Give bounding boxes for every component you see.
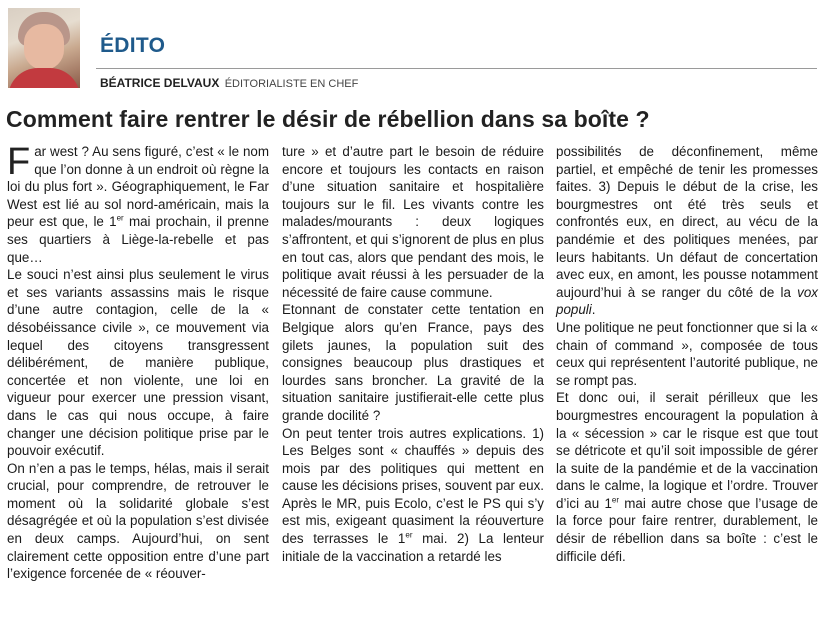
paragraph-text: mai autre chose que l’usage de la force pour faire rentrer, durablement, le désir de rébellion dans sa boîte : c’est le difficile défi. [556,495,818,564]
superscript: er [405,530,413,540]
paragraph-text: possibilités de déconfinement, même partiel, et empêché de tenir les promesses faites. 3) Depuis le début de la crise, les bourgmestres ont été très seuls et confrontés eux, en direct, au vécu de la pandémie et des politiques menées, par leurs habitants. Un défaut de concertation avec eux, en amont, les pousse notamment aujourd’hui à se ranger du côté de la [556,144,818,300]
paragraph-text: . [591,302,596,318]
paragraph-text: ar west ? Au sens figuré, c’est « le nom que l’on donne à un endroit où règne la loi du plus fort ». Géographiquement, le Far West est lié au sol nord-américain, mais la peur est que, le 1 [7,144,269,230]
paragraph-text: Et donc oui, il serait périlleux que les bourgmestres encouragent la population à la « sécession » car le risque est que tout se détricote et qu’il soit impossible de gérer la suite de la pandémie et de la vaccination dans le calme, la logique et l’ordre. Trouver d’ici au 1 [556,390,818,511]
paragraph-text: mai. 2) La lenteur initiale de la vaccination a retardé les [282,531,544,564]
paragraph: Etonnant de constater cette tentation en Belgique alors qu’en France, pays des gilets jaunes, la population suit des consignes beaucoup plus drastiques et lourdes sans broncher. La gravité de la situation sanitaire justifierait-elle cette plus grande docilité ? [282,302,544,423]
section-label: ÉDITO [100,34,166,57]
photo-face [24,24,64,70]
superscript: er [611,495,620,505]
paragraph [7,143,269,266]
superscript: er [116,213,124,223]
paragraph: ture » et d’autre part le besoin de réduire encore et toujours les contacts en raison d’une situation sanitaire et hospitalière toujours sur le fil. Les vivants contre les malades/mourants : deux logiques s’affrontent, et qui s’ignorent de plus en plus en tout cas, alors que pendant des mois, le politique avait réussi à les persuader de la nécessité de faire cause commune. [282,144,544,300]
paragraph [556,389,818,565]
article-column-1 [7,143,269,583]
paragraph: On n’en a pas le temps, hélas, mais il serait crucial, pour comprendre, de retrouver le moment où la solidarité globale s’est désagrégée et où la population s’est divisée en deux camps. Aujourd’hui, on sent clairement cette opposition entre d’une part l’exigence forcenée de « réouver- [7,460,269,582]
paragraph: Le souci n’est ainsi plus seulement le virus et ses variants assassins mais le risque d’une autre contagion, celle de la « désobéissance civile », ce mouvement via lequel des citoyens transgressent délibérément, de manière publique, concertée et non violente, une loi en vigueur pour exercer une pression visant, dans le cas qui nous occupe, à faire changer une décision politique prise par le pouvoir exécutif. [7,267,269,459]
italic-text: vox populi [556,284,818,318]
photo-shoulders [8,68,80,88]
paragraph [556,143,818,319]
paragraph-text: On peut tenter trois autres explications. 1) Les Belges sont « chauffés » depuis des mois par des politiques qui mettent en cause les décisions prises, souvent par eux. Après le MR, puis Ecolo, c’est le PS qui s’y est mis, exigeant quasiment la réouverture des terrasses le 1 [282,425,545,547]
paragraph: Une politique ne peut fonctionner que si la « chain of command », composée de tous ceux qui représentent l’autorité publique, ne se rompt pas. [556,319,818,388]
header-rule [96,68,817,69]
article-title: Comment faire rentrer le désir de rébellion dans sa boîte ? [6,106,650,132]
paragraph-text: mai prochain, il prenne ses quartiers à Liège-la-rebelle et pas que… [7,214,269,265]
drop-cap: F [7,141,31,183]
author-role: ÉDITORIALISTE EN CHEF [224,78,359,90]
author-line [100,76,358,90]
paragraph [282,425,544,566]
article-column-3 [556,143,818,565]
author-name: BÉATRICE DELVAUX [100,76,220,90]
author-photo [8,8,80,88]
article-column-2 [282,143,544,565]
